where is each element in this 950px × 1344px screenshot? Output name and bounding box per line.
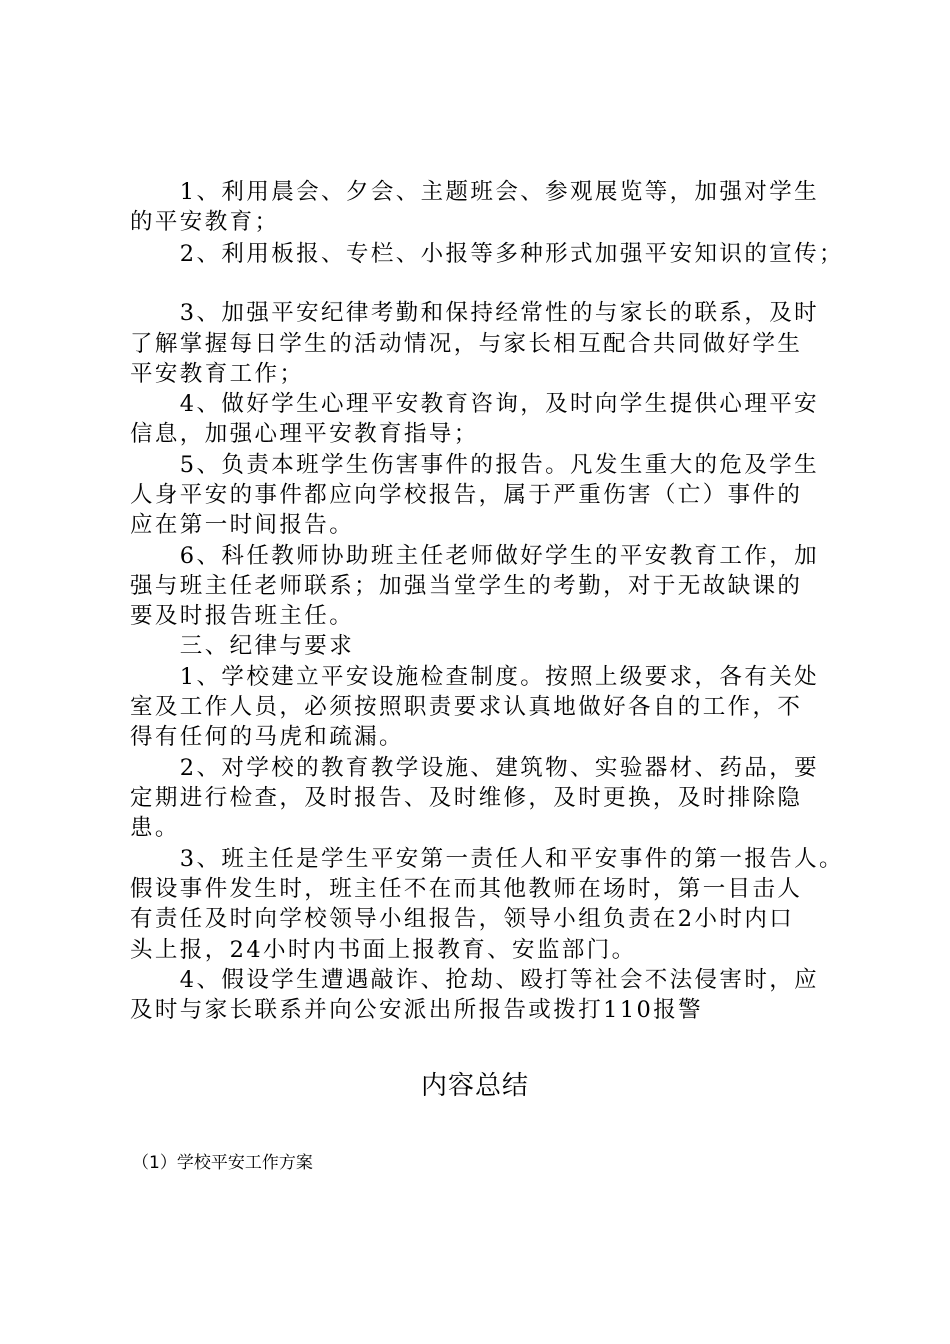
body-line: 头上报，24小时内书面上报教育、安监部门。 [130, 937, 637, 963]
body-line: 及时与家长联系并向公安派出所报告或拨打110报警 [130, 997, 704, 1023]
body-line: 2、对学校的教育教学设施、建筑物、实验器材、药品，要 [130, 755, 820, 781]
body-line: 平安教育工作； [130, 361, 305, 387]
body-line: 5、负责本班学生伤害事件的报告。凡发生重大的危及学生 [130, 452, 820, 478]
body-line: 应在第一时间报告。 [130, 512, 355, 538]
body-line: 得有任何的马虎和疏漏。 [130, 724, 404, 750]
body-line: 了解掌握每日学生的活动情况，与家长相互配合共同做好学生 [130, 331, 803, 357]
body-line: 3、加强平安纪律考勤和保持经常性的与家长的联系，及时 [130, 300, 820, 326]
body-line: 1、学校建立平安设施检查制度。按照上级要求，各有关处 [130, 664, 820, 690]
body-line: 患。 [130, 815, 180, 841]
body-line: 强与班主任老师联系；加强当堂学生的考勤，对于无故缺课的 [130, 573, 803, 599]
body-line: 要及时报告班主任。 [130, 603, 355, 629]
summary-title: 内容总结 [420, 1071, 529, 1101]
body-line: 1、利用晨会、夕会、主题班会、参观展览等，加强对学生 [130, 179, 820, 205]
body-line: 2、利用板报、专栏、小报等多种形式加强平安知识的宣传； [130, 241, 844, 267]
body-line: 信息，加强心理平安教育指导； [130, 421, 479, 447]
body-line: 假设事件发生时，班主任不在而其他教师在场时，第一目击人 [130, 876, 803, 902]
summary-item: （1）学校平安工作方案 [132, 1153, 313, 1173]
body-line: 4、做好学生心理平安教育咨询，及时向学生提供心理平安 [130, 391, 820, 417]
body-line: 定期进行检查，及时报告、及时维修，及时更换，及时排除隐 [130, 785, 803, 811]
body-line: 室及工作人员，必须按照职责要求认真地做好各自的工作，不 [130, 694, 803, 720]
body-line: 人身平安的事件都应向学校报告，属于严重伤害（亡）事件的 [130, 482, 803, 508]
body-line: 的平安教育； [130, 209, 280, 235]
body-line: 3、班主任是学生平安第一责任人和平安事件的第一报告人。 [130, 846, 844, 872]
body-line: 有责任及时向学校领导小组报告，领导小组负责在2小时内口 [130, 906, 795, 932]
section-heading: 三、纪律与要求 [130, 633, 355, 659]
body-line: 6、科任教师协助班主任老师做好学生的平安教育工作，加 [130, 543, 820, 569]
body-line: 4、假设学生遭遇敲诈、抢劫、殴打等社会不法侵害时，应 [130, 967, 820, 993]
